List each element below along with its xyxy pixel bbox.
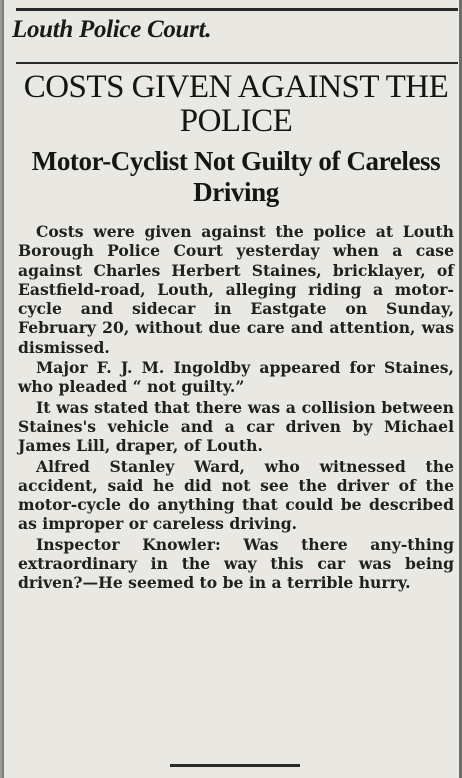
article-body <box>18 222 454 593</box>
top-rule <box>16 8 458 11</box>
section-title: Louth Police Court. <box>12 16 212 43</box>
paragraph: Alfred Stanley Ward, who witnessed the accident, said he did not see the driver of the motor-cycle do anything that could be described as improper or careless driving. <box>18 456 454 534</box>
paragraph: It was stated that there was a collision between Staines's vehicle and a car driven by Michael James Lill, draper, of Louth. <box>18 397 454 456</box>
section-rule <box>16 62 458 64</box>
paragraph: Costs were given against the police at Louth Borough Police Court yesterday when a case against Charles Herbert Staines, bricklayer, of Eastfield-road, Louth, alleging riding a motor-cycle and sidecar in Eastgate on Sunday, February 20, without due care and attention, was dismissed. <box>18 222 454 357</box>
bottom-rule <box>170 764 300 767</box>
subheadline: Motor-Cyclist Not Guilty of Careless Driving <box>31 146 441 207</box>
paragraph: Inspector Knowler: Was there any-thing extraordinary in the way this car was being driven?—He seemed to be in a terrible hurry. <box>18 534 454 593</box>
paragraph: Major F. J. M. Ingoldby appeared for Staines, who pleaded “ not guilty.” <box>18 358 454 397</box>
headline: COSTS GIVEN AGAINST THE POLICE <box>23 69 449 139</box>
clipping-edge <box>2 0 4 778</box>
